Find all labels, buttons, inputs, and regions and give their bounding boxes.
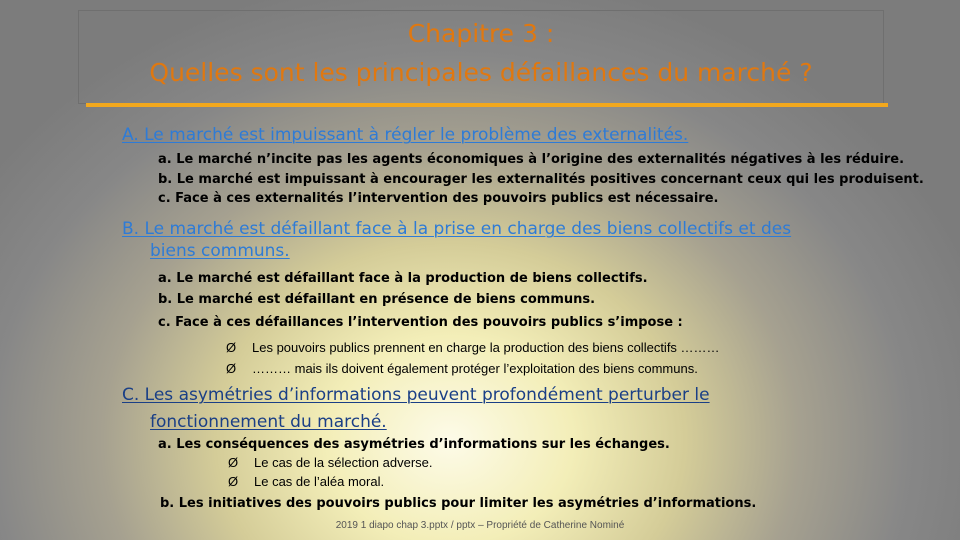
section-a-heading[interactable]: A. Le marché est impuissant à régler le problème des externalités. — [122, 125, 689, 145]
section-b-item-a: a. Le marché est défaillant face à la production de biens collectifs. — [158, 271, 648, 286]
section-c-bullet-1 — [228, 455, 433, 470]
section-a-item-b: b. Le marché est impuissant à encourager les externalités positives concernant ceux qui les produisent. — [158, 172, 924, 187]
chapter-title: Chapitre 3 : — [407, 19, 555, 48]
section-c-item-a: a. Les conséquences des asymétries d’informations sur les échanges. — [158, 437, 670, 452]
section-c-heading-line1[interactable] — [122, 385, 710, 405]
arrow-bullet-icon: Ø — [226, 340, 237, 355]
bullet-text: Le cas de la sélection adverse. — [254, 455, 433, 470]
arrow-bullet-icon: Ø — [228, 455, 239, 470]
section-c-bullet-2 — [228, 474, 384, 489]
section-c-heading-line2[interactable]: fonctionnement du marché. — [150, 412, 387, 432]
section-a-item-a: a. Le marché n’incite pas les agents économiques à l’origine des externalités négatives à les réduire. — [158, 152, 905, 167]
bullet-text: Le cas de l’aléa moral. — [254, 474, 385, 489]
arrow-bullet-icon: Ø — [226, 361, 237, 376]
bullet-text: Les pouvoirs publics prennent en charge la production des biens collectifs ……… — [252, 340, 720, 355]
section-b-item-c: c. Face à ces défaillances l’intervention des pouvoirs publics s’impose : — [158, 315, 683, 330]
section-b-heading-line2[interactable]: biens communs. — [150, 241, 290, 261]
section-b-item-b: b. Le marché est défaillant en présence de biens communs. — [158, 292, 596, 307]
chapter-question: Quelles sont les principales défaillances du marché ? — [149, 58, 813, 87]
section-b-heading-line1[interactable]: B. Le marché est défaillant face à la prise en charge des biens collectifs et des — [122, 219, 792, 239]
section-c-heading-text: C. Les asymétries d’informations peuvent profondément perturber l — [122, 385, 700, 405]
section-c-item-b: b. Les initiatives des pouvoirs publics pour limiter les asymétries d’informations. — [160, 496, 757, 511]
slide-footer: 2019 1 diapo chap 3.pptx / pptx – Propriété de Catherine Nominé — [335, 520, 625, 531]
section-b-bullet-2 — [226, 361, 698, 376]
section-a-item-c: c. Face à ces externalités l’intervention des pouvoirs publics est nécessaire. — [158, 191, 719, 206]
bullet-text: ……… mais ils doivent également protéger l’exploitation des biens communs. — [252, 361, 698, 376]
arrow-bullet-icon: Ø — [228, 474, 239, 489]
section-b-bullet-1 — [226, 340, 720, 355]
title-box — [78, 10, 884, 104]
title-underline-rule — [86, 103, 888, 107]
section-c-heading-tail: e — [699, 385, 710, 405]
